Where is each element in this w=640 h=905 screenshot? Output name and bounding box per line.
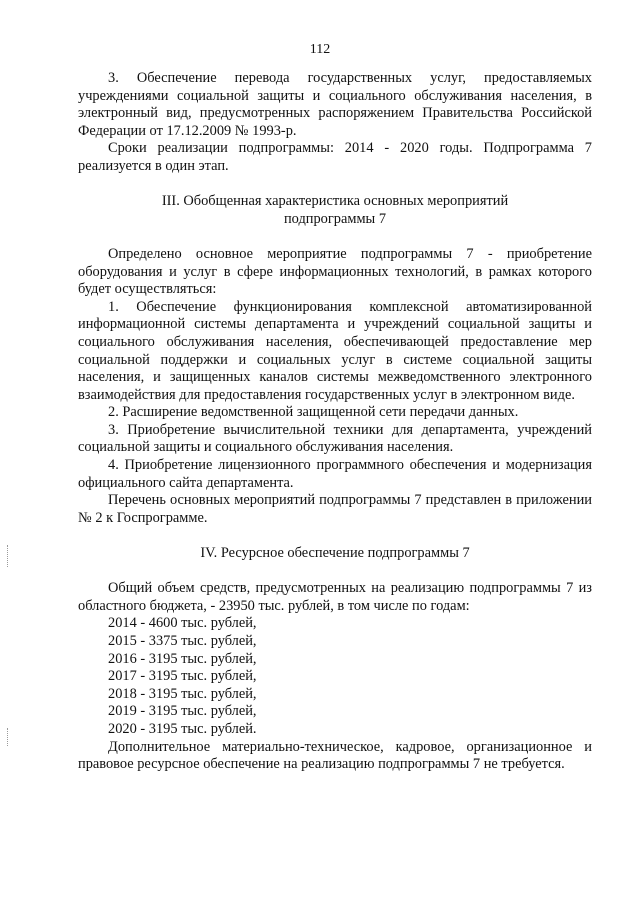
document-body: [78, 70, 592, 774]
list-item: 2015 - 3375 тыс. рублей,: [108, 633, 257, 649]
list-item: 2019 - 3195 тыс. рублей,: [108, 703, 257, 720]
paragraph-total-funding: Общий объем средств, предусмотренных на реализацию подпрограммы 7 из областного бюджета, - 23950 тыс. рублей, в том числе по годам:: [78, 580, 592, 614]
funding-by-year-list: [78, 615, 592, 738]
paragraph-appendix-reference: Перечень основных мероприятий подпрограммы 7 представлен в приложении № 2 к Госпрограмме.: [78, 492, 592, 526]
scan-margin-mark: [7, 545, 9, 567]
scan-margin-mark: [7, 728, 9, 746]
section-heading-line: подпрограммы 7: [283, 210, 387, 227]
paragraph-additional-resources: Дополнительное материально-техническое, кадровое, организационное и правовое ресурсное обеспечение на реализацию подпрограммы 7 не требуется.: [78, 738, 592, 773]
list-item: 2. Расширение ведомственной защищенной сети передачи данных.: [108, 404, 519, 421]
section-heading-resources: IV. Ресурсное обеспечение подпрограммы 7: [200, 545, 470, 562]
list-item: 2020 - 3195 тыс. рублей.: [108, 720, 257, 737]
list-item: 3. Приобретение вычислительной техники для департамента, учреждений социальной защиты и социального обслуживания населения.: [78, 421, 592, 456]
list-item: 1. Обеспечение функционирования комплексной автоматизированной информационной системы департамента и учреждений социальной защиты и социального обслуживания населения, обеспечивающей предоставление мер социальной поддержки и социальных услуг в системе социальной защиты населения, и защищенных каналов системы межведомственного электронного взаимодействия для предоставления государственных услуг в электронном виде.: [78, 298, 592, 403]
page-number: 112: [309, 42, 331, 57]
paragraph-transfer-services: 3. Обеспечение перевода государственных услуг, предоставляемых учреждениями социальной защиты и социального обслуживания населения, в электронный вид, предусмотренных распоряжением Правительства Российской Федерации от 17.12.2009 № 1993-р.: [78, 70, 592, 139]
section-heading-line: III. Обобщенная характеристика основных мероприятий: [161, 193, 509, 210]
paragraph-main-activity: Определено основное мероприятие подпрограммы 7 - приобретение оборудования и услуг в сфере информационных технологий, в рамках которого будет осуществляться:: [78, 245, 592, 298]
list-item: 2018 - 3195 тыс. рублей,: [108, 685, 257, 702]
list-item: 2016 - 3195 тыс. рублей,: [108, 650, 257, 667]
list-item: 2017 - 3195 тыс. рублей,: [108, 668, 257, 685]
section-heading-activities: [78, 193, 592, 228]
list-item: 2014 - 4600 тыс. рублей,: [108, 615, 257, 632]
list-item: 4. Приобретение лицензионного программного обеспечения и модернизация официального сайта департамента.: [78, 457, 592, 491]
paragraph-implementation-period: Сроки реализации подпрограммы: 2014 - 2020 годы. Подпрограмма 7 реализуется в один этап.: [78, 140, 592, 174]
